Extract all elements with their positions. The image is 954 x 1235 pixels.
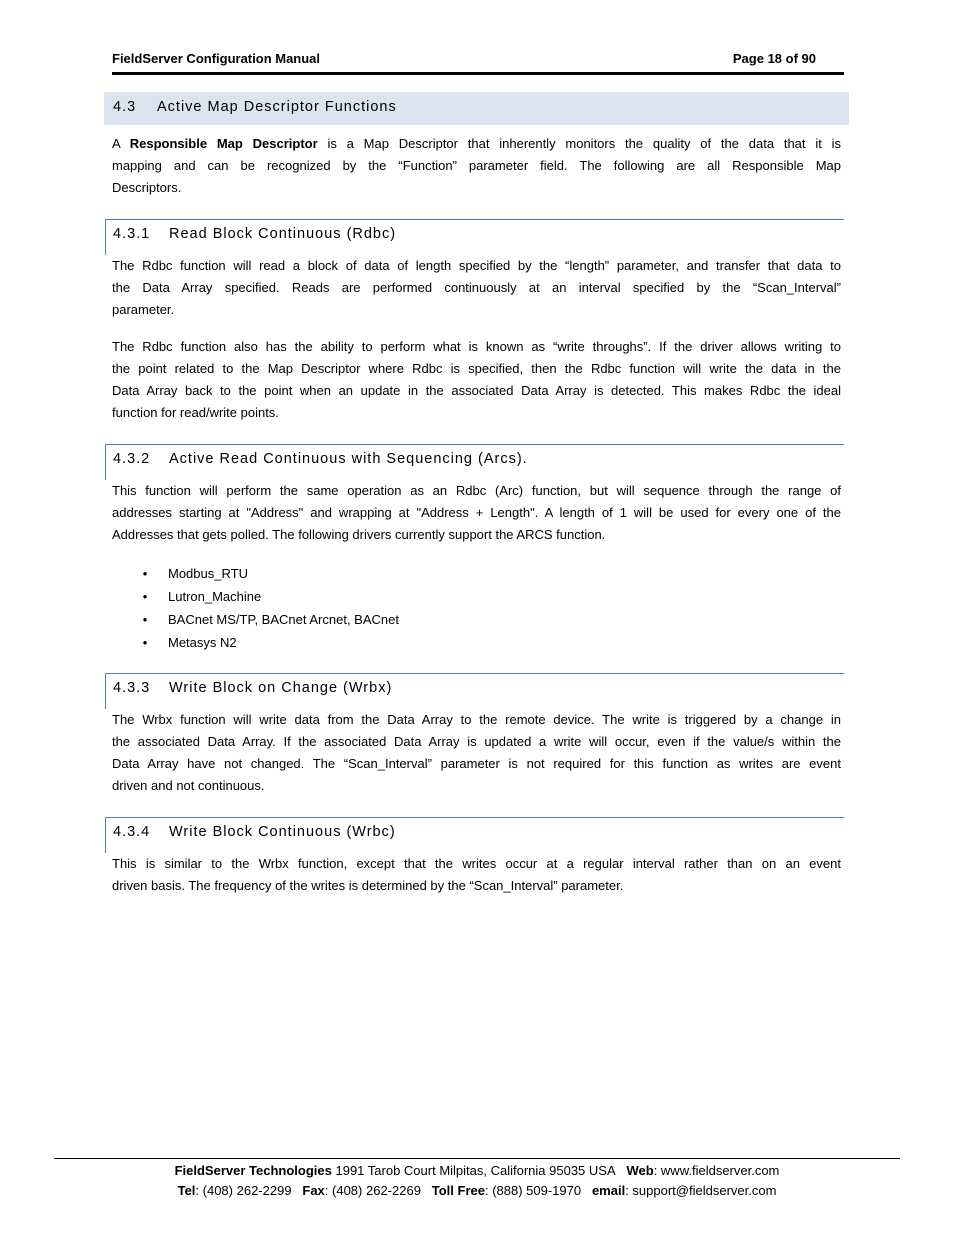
header-rule bbox=[112, 72, 844, 75]
subsection-title: Read Block Continuous (Rdbc) bbox=[169, 226, 397, 242]
text-line: Data Array back to the point when an update in the associated Data Array is detected. This makes Rdbc the ideal bbox=[112, 383, 841, 398]
footer-address: 1991 Tarob Court Milpitas, California 95035 USA bbox=[335, 1163, 616, 1178]
text-line: the associated Data Array. If the associated Data Array is updated a write will occur, even if the value/s within the bbox=[112, 734, 841, 749]
subsection-title: Active Read Continuous with Sequencing (Arcs). bbox=[169, 451, 528, 467]
footer-line-2: Tel: (408) 262-2299 Fax: (408) 262-2269 Toll Free: (888) 509-1970 email: support@fieldserver.com bbox=[177, 1183, 777, 1198]
document-title: FieldServer Configuration Manual bbox=[112, 51, 321, 66]
bold-term: Responsible Map Descriptor bbox=[129, 136, 318, 151]
text-line: the point related to the Map Descriptor where Rdbc is specified, then the Rdbc function will write the data in the bbox=[112, 361, 841, 376]
text-line: This function will perform the same operation as an Rdbc (Arc) function, but will sequence through the range of bbox=[112, 483, 841, 498]
section-heading bbox=[104, 92, 849, 125]
text-line: A Responsible Map Descriptor is a Map Descriptor that inherently monitors the quality of the data that it is bbox=[112, 136, 841, 151]
footer-tollfree: : (888) 509-1970 bbox=[484, 1183, 582, 1198]
text-line: Data Array have not changed. The “Scan_Interval” parameter is not required for this function as writes are event bbox=[112, 756, 841, 771]
bullet-icon: • bbox=[142, 635, 148, 650]
footer-email-link[interactable]: : support@fieldserver.com bbox=[625, 1183, 777, 1198]
subsection-heading-4-3-1 bbox=[105, 219, 844, 255]
subsection-heading-4-3-3 bbox=[105, 673, 844, 709]
text-line: This is similar to the Wrbx function, except that the writes occur at a regular interval rather than on an event bbox=[112, 856, 841, 871]
text-line: Addresses that gets polled. The following drivers currently support the ARCS function. bbox=[112, 527, 606, 542]
intro-paragraph bbox=[112, 133, 841, 199]
subsection-title: Write Block on Change (Wrbx) bbox=[169, 680, 393, 696]
text-line: The Wrbx function will write data from the Data Array to the remote device. The write is triggered by a change in bbox=[112, 712, 841, 727]
text-line: Descriptors. bbox=[112, 180, 182, 195]
section-number: 4.3 bbox=[113, 99, 137, 115]
footer-rule bbox=[54, 1158, 900, 1159]
text-line: addresses starting at "Address" and wrapping at "Address + Length". A length of 1 will be used for every one of the bbox=[112, 505, 841, 520]
footer-line-1: FieldServer Technologies 1991 Tarob Court Milpitas, California 95035 USA Web: www.fieldserver.com bbox=[174, 1163, 780, 1178]
page-number: Page 18 of 90 bbox=[732, 51, 816, 66]
section-title: Active Map Descriptor Functions bbox=[157, 99, 397, 115]
text-line: function for read/write points. bbox=[112, 405, 279, 420]
subsection-title: Write Block Continuous (Wrbc) bbox=[169, 824, 396, 840]
page-header bbox=[112, 51, 844, 67]
text-line: the Data Array specified. Reads are performed continuously at an interval specified by the “Scan_Interval” bbox=[112, 280, 841, 295]
paragraph bbox=[112, 336, 841, 424]
footer-web-link[interactable]: : www.fieldserver.com bbox=[653, 1163, 780, 1178]
text-line: The Rdbc function will read a block of data of length specified by the “length” parameter, and transfer that data to bbox=[112, 258, 841, 273]
paragraph bbox=[112, 255, 841, 321]
subsection-heading-4-3-2 bbox=[105, 444, 844, 480]
footer-tel: : (408) 262-2299 bbox=[195, 1183, 292, 1198]
subsection-heading-4-3-4 bbox=[105, 817, 844, 853]
footer-company: FieldServer Technologies bbox=[174, 1163, 332, 1178]
text-line: driven and not continuous. bbox=[112, 778, 265, 793]
paragraph bbox=[112, 709, 841, 797]
text-line: parameter. bbox=[112, 302, 175, 317]
bullet-icon: • bbox=[142, 566, 148, 581]
paragraph bbox=[112, 853, 841, 897]
bullet-icon: • bbox=[142, 589, 148, 604]
paragraph bbox=[112, 480, 841, 546]
subsection-number: 4.3.2 bbox=[113, 451, 151, 467]
subsection-number: 4.3.1 bbox=[113, 226, 151, 242]
bullet-icon: • bbox=[142, 612, 148, 627]
footer-fax: : (408) 262-2269 bbox=[324, 1183, 421, 1198]
subsection-number: 4.3.3 bbox=[113, 680, 151, 696]
text-line: mapping and can be recognized by the “Function” parameter field. The following are all Responsible Map bbox=[112, 158, 841, 173]
text-line: driven basis. The frequency of the writes is determined by the “Scan_Interval” parameter. bbox=[112, 878, 624, 893]
subsection-number: 4.3.4 bbox=[113, 824, 151, 840]
text-line: The Rdbc function also has the ability to perform what is known as “write throughs”. If the driver allows writing to bbox=[112, 339, 841, 354]
